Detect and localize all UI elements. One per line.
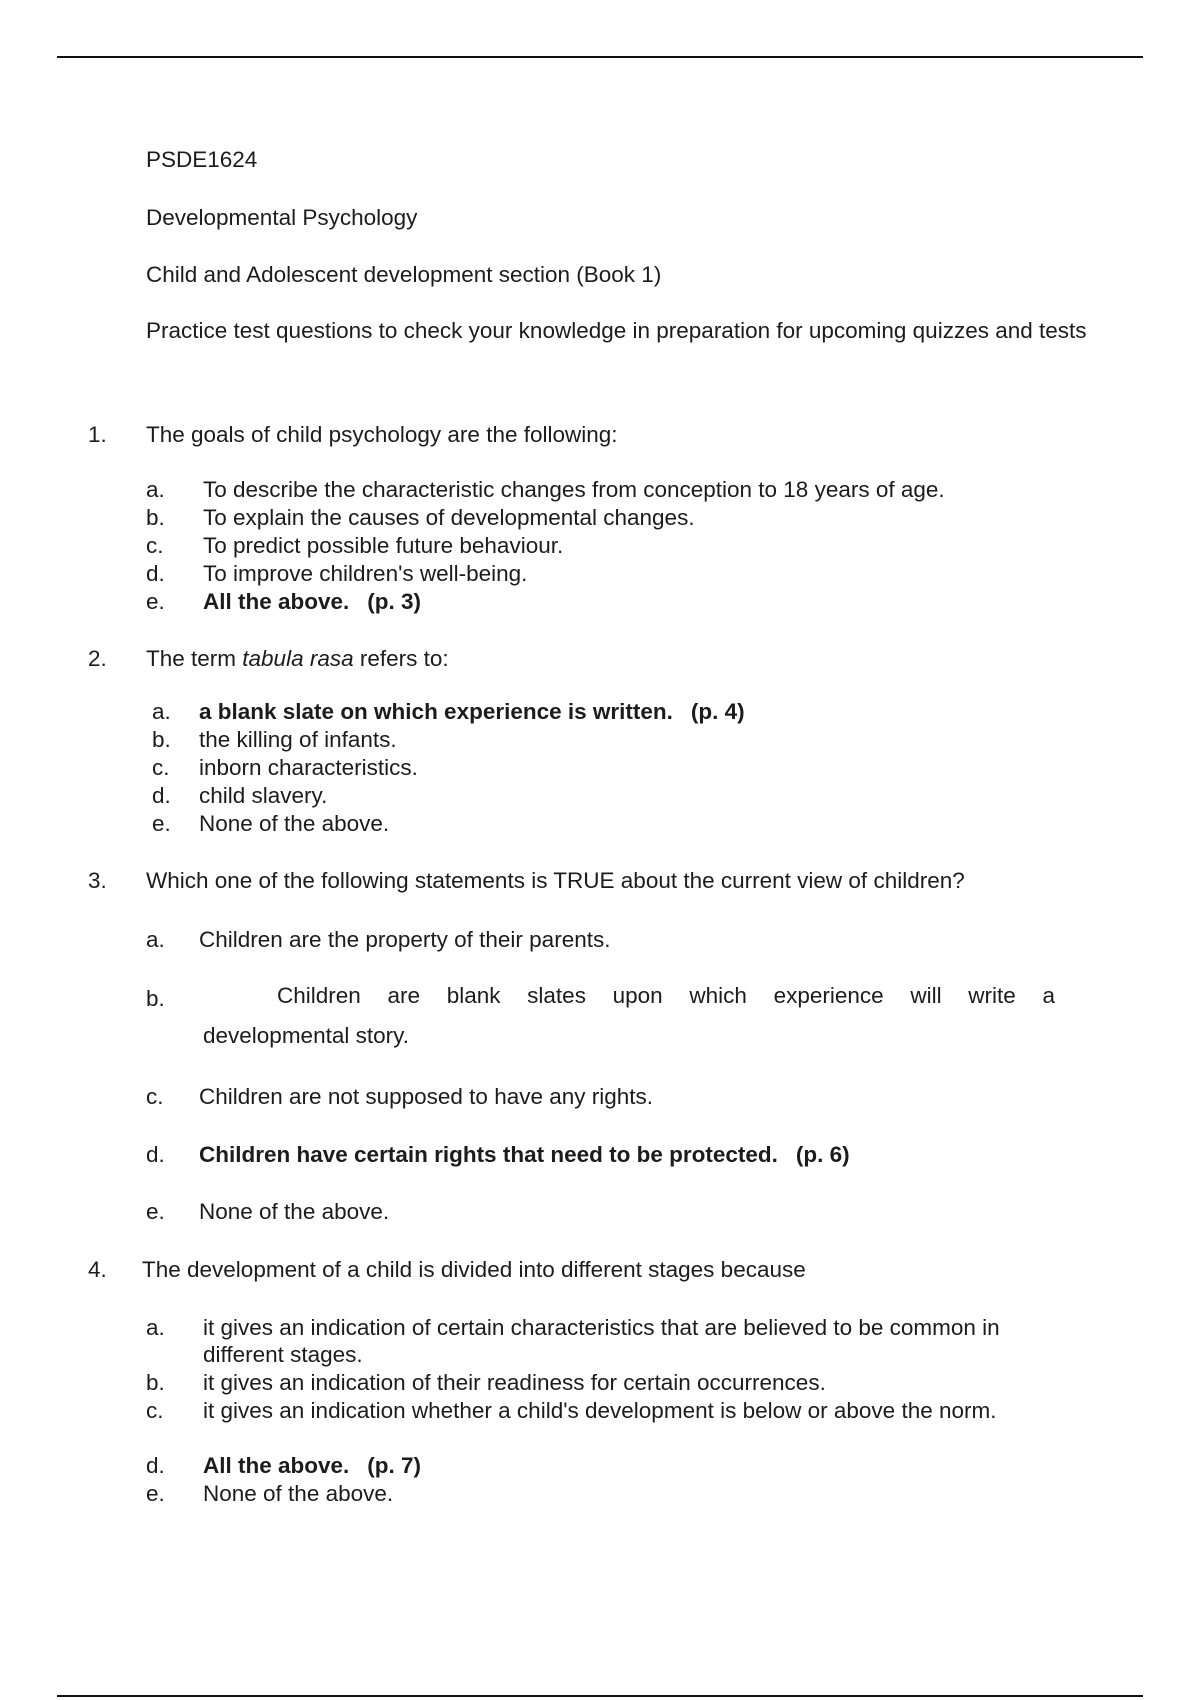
option-b: [0, 1369, 1200, 1397]
answer-option: [203, 1452, 1050, 1480]
answer-option: [199, 1141, 1060, 1169]
option-text: [203, 976, 1055, 1056]
option-text: it gives an indication of certain characteristics that are believed to be common in different stages.: [203, 1315, 1000, 1367]
option-letter: e.: [152, 811, 171, 836]
option-c: [0, 754, 1200, 782]
option-letter: a.: [152, 699, 171, 724]
option-text: To predict possible future behaviour.: [203, 533, 564, 558]
options-list: [0, 698, 1200, 838]
question-text-italic: tabula rasa: [242, 646, 354, 671]
option-e: [0, 810, 1200, 838]
page-reference: (p. 6): [795, 1142, 850, 1167]
option-text: inborn characteristics.: [199, 755, 418, 780]
option-text-line-2: developmental story.: [203, 1023, 409, 1048]
section-title: Child and Adolescent development section (Book 1): [146, 262, 662, 287]
option-a: [0, 1314, 1200, 1369]
top-rule: [57, 56, 1143, 58]
option-letter: d.: [146, 1453, 165, 1478]
option-text: All the above.: [203, 589, 350, 614]
option-letter: b.: [146, 505, 165, 530]
option-letter: a.: [146, 927, 165, 952]
option-letter: d.: [146, 1142, 165, 1167]
option-c: [0, 1397, 1200, 1452]
option-letter: a.: [146, 1315, 165, 1340]
page-reference: (p. 4): [690, 699, 745, 724]
question-number: 3.: [88, 868, 107, 893]
option-text: child slavery.: [199, 783, 328, 808]
option-e-answer: [0, 588, 1200, 616]
intro-text: Practice test questions to check your knowledge in preparation for upcoming quizzes and tests: [146, 318, 1087, 343]
option-text: None of the above.: [199, 1199, 390, 1224]
option-text: a blank slate on which experience is written.: [199, 699, 673, 724]
question-number: 4.: [88, 1257, 107, 1282]
option-text: All the above.: [203, 1453, 350, 1478]
course-name: Developmental Psychology: [146, 205, 418, 230]
option-letter: b.: [152, 727, 171, 752]
option-e: [0, 1480, 1200, 1508]
option-text: it gives an indication whether a child's development is below or above the norm.: [203, 1398, 997, 1423]
option-letter: b.: [146, 1370, 165, 1395]
option-letter: a.: [146, 477, 165, 502]
answer-option: [199, 698, 1050, 726]
option-text: Children are the property of their parents.: [199, 927, 611, 952]
option-d-answer: [0, 1452, 1200, 1480]
course-code: PSDE1624: [146, 147, 258, 172]
option-letter: b.: [146, 986, 165, 1011]
option-text: it gives an indication of their readiness for certain occurrences.: [203, 1370, 826, 1395]
option-c: [0, 532, 1200, 560]
question-text: Which one of the following statements is TRUE about the current view of children?: [146, 868, 965, 893]
question-text: The development of a child is divided into different stages because: [142, 1257, 806, 1282]
options-list: [0, 476, 1200, 616]
option-text: None of the above.: [199, 811, 390, 836]
bottom-rule: [57, 1695, 1143, 1697]
option-b: [0, 726, 1200, 754]
option-text: None of the above.: [203, 1481, 394, 1506]
option-letter: e.: [146, 1199, 165, 1224]
option-text: Children are not supposed to have any rights.: [199, 1084, 654, 1109]
option-b: [0, 504, 1200, 532]
question-text-start: The term: [146, 646, 243, 671]
question-text: The goals of child psychology are the following:: [146, 422, 618, 447]
option-text: To explain the causes of developmental changes.: [203, 505, 695, 530]
option-d: [0, 782, 1200, 810]
answer-option: [203, 588, 1050, 616]
option-letter: c.: [146, 533, 164, 558]
option-letter: c.: [146, 1084, 164, 1109]
option-text: Children have certain rights that need to be protected.: [199, 1142, 778, 1167]
option-letter: d.: [152, 783, 171, 808]
option-a: [0, 476, 1200, 504]
question-number: 1.: [88, 422, 107, 447]
option-text: To describe the characteristic changes from conception to 18 years of age.: [203, 477, 945, 502]
options-list: [0, 1314, 1200, 1508]
question-number: 2.: [88, 646, 107, 671]
option-letter: c.: [146, 1398, 164, 1423]
option-text-line-1: Children are blank slates upon which experience will write a: [277, 983, 1055, 1008]
option-text: the killing of infants.: [199, 727, 397, 752]
option-letter: e.: [146, 1481, 165, 1506]
page-reference: (p. 3): [367, 589, 422, 614]
page-reference: (p. 7): [367, 1453, 422, 1478]
option-letter: e.: [146, 589, 165, 614]
option-letter: d.: [146, 561, 165, 586]
question-text-end: refers to:: [353, 646, 449, 671]
option-letter: c.: [152, 755, 170, 780]
question-text: [146, 645, 1088, 673]
option-text: To improve children's well-being.: [203, 561, 528, 586]
option-d: [0, 560, 1200, 588]
option-a-answer: [0, 698, 1200, 726]
